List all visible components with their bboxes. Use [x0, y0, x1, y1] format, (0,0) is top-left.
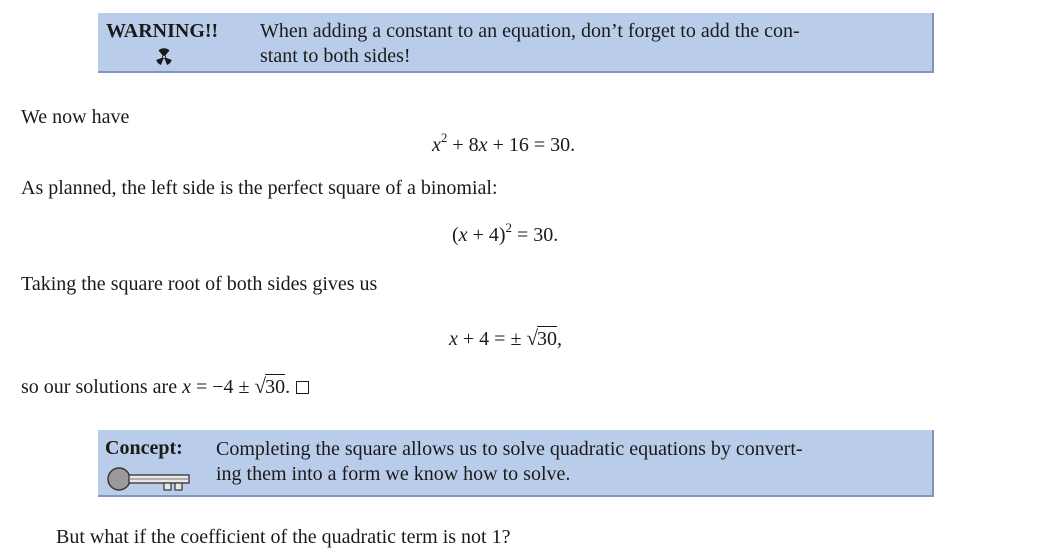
concept-text-line2: ing them into a form we know how to solve.: [216, 463, 571, 485]
eq3-radicand: 30: [536, 328, 557, 350]
qed-square-icon: [296, 381, 309, 394]
paragraph-we-now-have: We now have: [21, 106, 130, 128]
p4-radical-sign: √: [254, 374, 267, 398]
eq2-tail: = 30.: [512, 224, 559, 246]
p4-mid: = −4 ±: [190, 376, 255, 398]
paragraph-solutions: [21, 374, 309, 399]
eq1-plus: + 8: [447, 134, 479, 156]
warning-text-line1: When adding a constant to an equation, don’t forget to add the con-: [260, 20, 800, 42]
eq3-sqrt: [526, 326, 557, 351]
eq2-open: (: [452, 224, 459, 246]
radiation-icon: [155, 48, 173, 66]
key-icon: [106, 466, 190, 492]
eq2-var-x: x: [458, 224, 468, 246]
warning-text-line2: stant to both sides!: [260, 45, 411, 67]
concept-text: [216, 437, 803, 487]
concept-box: [98, 430, 934, 497]
eq1-var-x: x: [432, 134, 441, 156]
concept-label: Concept:: [105, 437, 183, 459]
paragraph-as-planned: As planned, the left side is the perfect square of a binomial:: [21, 177, 498, 199]
p4-var-x: x: [182, 376, 191, 398]
equation-3: [449, 326, 562, 351]
equation-2: [452, 220, 559, 247]
p4-tail: .: [285, 376, 291, 398]
eq1-exponent: 2: [440, 130, 448, 145]
paragraph-taking-root: Taking the square root of both sides gives us: [21, 273, 378, 295]
paragraph-closing-question: But what if the coefficient of the quadratic term is not 1?: [56, 526, 511, 548]
p4-text: so our solutions are: [21, 376, 183, 398]
eq3-tail: ,: [556, 328, 562, 350]
eq3-radical-sign: √: [526, 326, 538, 350]
eq3-var-x: x: [449, 328, 458, 350]
eq2-mid: + 4): [467, 224, 506, 246]
eq2-exponent: 2: [505, 220, 513, 235]
eq1-tail: + 16 = 30.: [487, 134, 576, 156]
concept-text-line1: Completing the square allows us to solve quadratic equations by convert-: [216, 438, 803, 460]
eq1-var-x2: x: [478, 134, 488, 156]
eq3-mid: + 4 = ±: [457, 328, 527, 350]
p4-sqrt: [255, 374, 286, 399]
warning-box: [98, 13, 934, 73]
equation-1: [432, 130, 576, 157]
p4-radicand: 30: [265, 376, 286, 398]
warning-label: WARNING!!: [106, 20, 219, 42]
warning-text: [260, 19, 800, 69]
